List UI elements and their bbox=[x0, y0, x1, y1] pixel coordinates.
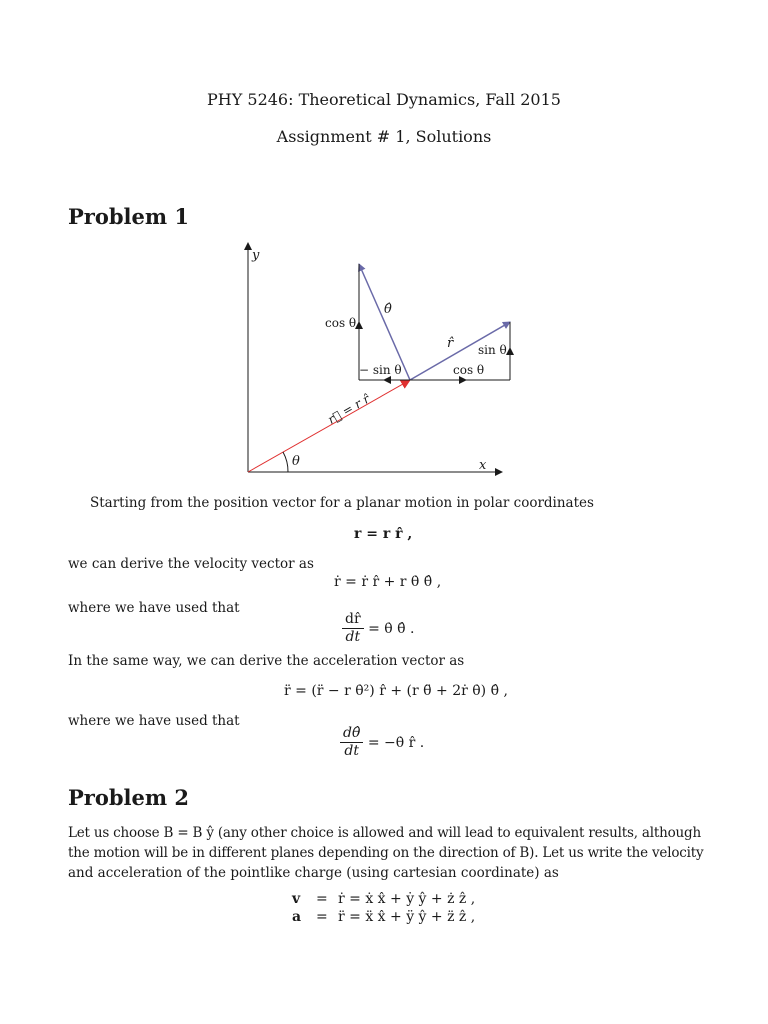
equals-sign: = bbox=[316, 909, 328, 925]
problem-2-line-1: Let us choose B = B ŷ (any other choice is allowed and will lead to equivalent results, although bbox=[68, 825, 701, 841]
polar-coordinates-figure bbox=[0, 0, 768, 490]
equation-velocity: ṙ = ṙ r̂ + r θ̇ θ̂ , bbox=[334, 574, 442, 590]
theta-angle-arc bbox=[283, 452, 288, 472]
cos-theta-left-label: cos θ bbox=[325, 316, 357, 330]
sin-theta-right-label: sin θ bbox=[478, 343, 507, 357]
fraction-denominator: dt bbox=[345, 629, 361, 646]
document-title: PHY 5246: Theoretical Dynamics, Fall 2015 bbox=[207, 90, 561, 109]
r-hat-label: r̂ bbox=[447, 336, 454, 351]
equation-drhat-dt bbox=[342, 612, 415, 646]
document-subtitle: Assignment # 1, Solutions bbox=[276, 127, 492, 146]
velocity-symbol: v bbox=[292, 891, 301, 907]
problem-1-text-4: In the same way, we can derive the acceleration vector as bbox=[68, 653, 465, 669]
fraction-denominator: dt bbox=[344, 743, 359, 760]
problem-2-line-2: the motion will be in different planes depending on the direction of B). Let us write the velocity bbox=[68, 845, 704, 861]
problem-2-heading: Problem 2 bbox=[68, 785, 190, 810]
equals-sign: = bbox=[316, 891, 328, 907]
fraction-numerator: dr̂ bbox=[342, 612, 364, 629]
problem-1-text-3: where we have used that bbox=[68, 600, 240, 616]
position-vector-label: r⃗ = r r̂ bbox=[325, 391, 373, 427]
fraction bbox=[340, 726, 363, 760]
problem-1-text-1: Starting from the position vector for a planar motion in polar coordinates bbox=[90, 495, 594, 511]
equation-acceleration: r̈ = (r̈ − r θ̇²) r̂ + (r θ̈ + 2ṙ θ̇) θ̂ , bbox=[284, 683, 508, 699]
velocity-expression: ṙ = ẋ x̂ + ẏ ŷ + ż ẑ , bbox=[338, 891, 476, 907]
y-axis-label: y bbox=[252, 248, 260, 263]
fraction bbox=[342, 612, 364, 646]
equation-dthetahat-dt bbox=[340, 726, 424, 760]
neg-sin-theta-label: − sin θ bbox=[359, 363, 402, 377]
problem-1-heading: Problem 1 bbox=[68, 204, 190, 229]
acceleration-symbol: a bbox=[292, 909, 302, 925]
equation-rhs: = −θ̇ r̂ . bbox=[367, 734, 425, 751]
theta-hat-label: θ̂ bbox=[384, 302, 392, 317]
cos-theta-bottom-label: cos θ bbox=[453, 363, 485, 377]
acceleration-expression: r̈ = ẍ x̂ + ÿ ŷ + z̈ ẑ , bbox=[338, 909, 476, 925]
problem-1-text-2: we can derive the velocity vector as bbox=[68, 556, 314, 572]
fraction-numerator: dθ̂ bbox=[340, 726, 363, 743]
equation-array bbox=[292, 891, 475, 925]
x-axis-label: x bbox=[479, 458, 487, 473]
position-vector bbox=[248, 380, 410, 472]
problem-2-line-3: and acceleration of the pointlike charge (using cartesian coordinate) as bbox=[68, 865, 559, 881]
equation-position: r = r r̂ , bbox=[354, 526, 413, 542]
equation-rhs: = θ̇ θ̂ . bbox=[368, 620, 415, 637]
theta-label: θ bbox=[292, 454, 300, 469]
problem-1-text-5: where we have used that bbox=[68, 713, 240, 729]
